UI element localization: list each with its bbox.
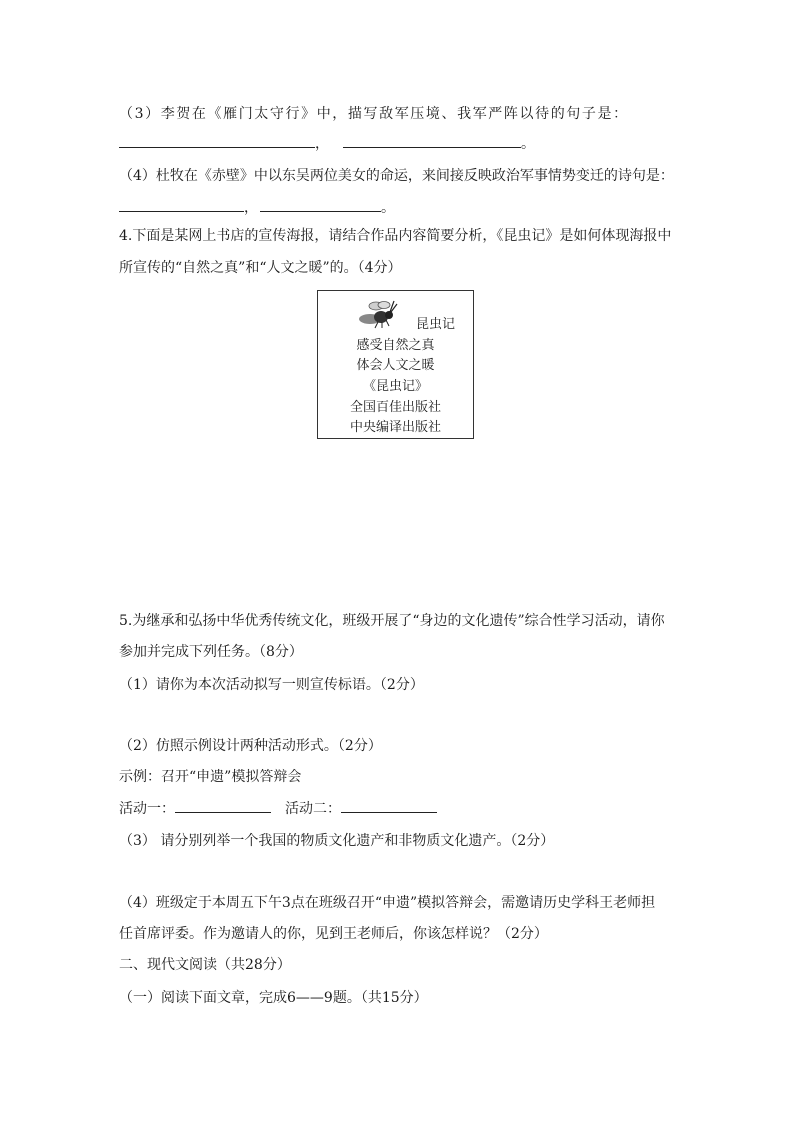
q5-sub1: （1）请你为本次活动拟写一则宣传标语。（2分） — [119, 677, 424, 693]
activity2-blank[interactable] — [341, 798, 437, 813]
poster-line-humanity: 体会人文之暖 — [356, 358, 435, 373]
q4-prompt-line2: 所宣传的“自然之真”和“人文之暖”的。（4分） — [119, 260, 402, 276]
section2-title: 二、现代文阅读（共28分） — [119, 957, 291, 973]
poster-line-publisher1: 全国百佳出版社 — [349, 400, 441, 415]
poster-line-nature: 感受自然之真 — [356, 338, 435, 353]
q4-part-prompt: （4）杜牧在《赤壁》中以东吴两位美女的命运，来间接反映政治军事情势变迁的诗句是： — [119, 168, 674, 184]
q4-part-answer-line: ， 。 — [119, 197, 395, 218]
poster-line-publisher2: 中央编译出版社 — [349, 420, 441, 435]
q3-blank-1[interactable] — [119, 133, 315, 148]
activity1-label: 活动一： — [119, 801, 175, 817]
q3-prompt: （3）李贺在《雁门太守行》中，描写敌军压境、我军严阵以待的句子是： — [119, 106, 629, 122]
q5-sub2: （2）仿照示例设计两种活动形式。（2分） — [119, 738, 382, 754]
q5-sub4-line1: （4）班级定于本周五下午3点在班级召开“申遗”模拟答辩会，需邀请历史学科王老师担 — [119, 895, 656, 911]
q5-prompt-line2: 参加并完成下列任务。（8分） — [119, 644, 303, 660]
poster-line-title: 昆虫记 — [415, 317, 455, 332]
activity1-blank[interactable] — [175, 798, 271, 813]
book-poster — [317, 290, 474, 439]
activity2-label: 活动二： — [285, 801, 341, 817]
q5-activities — [119, 798, 437, 819]
q5-sub4-line2: 任首席评委。作为邀请人的你，见到王老师后，你该怎样说？（2分） — [119, 926, 548, 942]
section2-sub: （一）阅读下面文章，完成6——9题。（共15分） — [119, 990, 428, 1006]
q4-part-blank-1[interactable] — [119, 197, 244, 212]
q5-prompt-line1: 5.为继承和弘扬中华优秀传统文化，班级开展了“身边的文化遗传”综合性学习活动，请你 — [119, 613, 665, 629]
q5-sub3: （3） 请分别列举一个我国的物质文化遗产和非物质文化遗产。（2分） — [119, 833, 555, 849]
q5-example: 示例：召开“申遗”模拟答辩会 — [119, 769, 302, 785]
q3-blank-2[interactable] — [343, 133, 521, 148]
q4-prompt-line1: 4.下面是某网上书店的宣传海报，请结合作品内容简要分析，《昆虫记》是如何体现海报中 — [119, 228, 672, 244]
q4-part-blank-2[interactable] — [260, 197, 381, 212]
q3-answer-line: ， 。 — [119, 133, 535, 154]
poster-line-book: 《昆虫记》 — [362, 379, 428, 394]
